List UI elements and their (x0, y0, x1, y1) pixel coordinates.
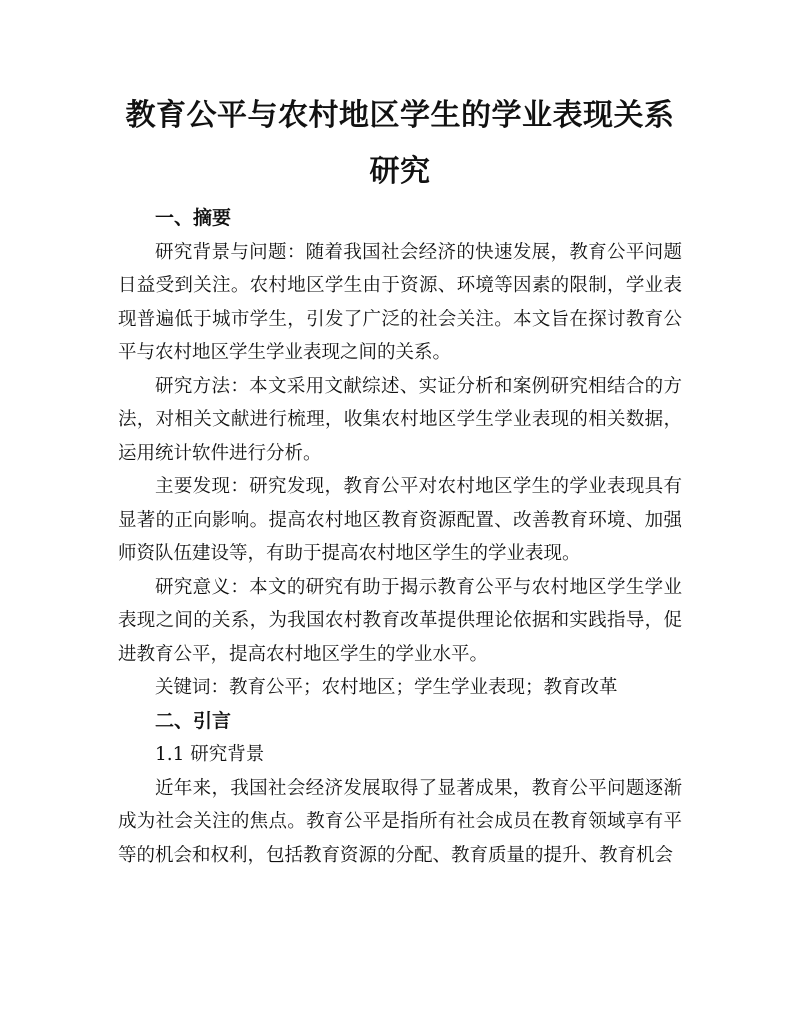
abstract-significance-paragraph: 研究意义：本文的研究有助于揭示教育公平与农村地区学生学业表现之间的关系，为我国农村教育改革提供理论依据和实践指导，促进教育公平，提高农村地区学生的学业水平。 (118, 576, 682, 665)
introduction-paragraph: 近年来，我国社会经济发展取得了显著成果，教育公平问题逐渐成为社会关注的焦点。教育公平是指所有社会成员在教育领域享有平等的机会和权利，包括教育资源的分配、教育质量的提升、教育机会 (118, 777, 682, 866)
subsection-heading-background: 1.1 研究背景 (155, 744, 265, 765)
section-heading-introduction: 二、引言 (155, 709, 232, 732)
abstract-background-paragraph: 研究背景与问题：随着我国社会经济的快速发展，教育公平问题日益受到关注。农村地区学生由于资源、环境等因素的限制，学业表现普遍低于城市学生，引发了广泛的社会关注。本文旨在探讨教育公平与农村地区学生学业表现之间的关系。 (118, 241, 682, 363)
abstract-findings-paragraph: 主要发现：研究发现，教育公平对农村地区学生的学业表现具有显著的正向影响。提高农村地区教育资源配置、改善教育环境、加强师资队伍建设等，有助于提高农村地区学生的学业表现。 (118, 476, 682, 564)
abstract-methods-paragraph: 研究方法：本文采用文献综述、实证分析和案例研究相结合的方法，对相关文献进行梳理，收集农村地区学生学业表现的相关数据，运用统计软件进行分析。 (118, 375, 682, 464)
document-body (118, 202, 682, 872)
keywords-paragraph: 关键词：教育公平；农村地区；学生学业表现；教育改革 (155, 677, 618, 698)
section-heading-abstract: 一、摘要 (155, 207, 232, 229)
document-title: 教育公平与农村地区学生的学业表现关系研究 (125, 98, 675, 189)
